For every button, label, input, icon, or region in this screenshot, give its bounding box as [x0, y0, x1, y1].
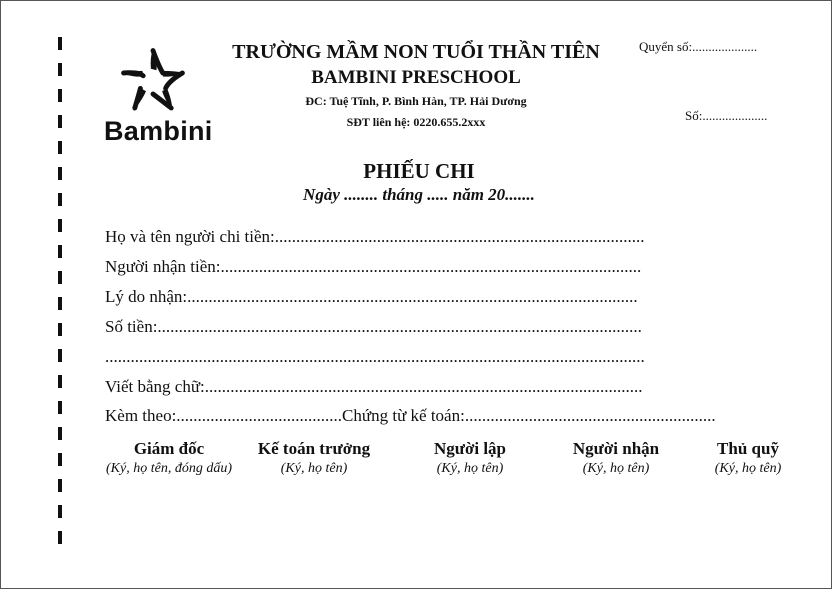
- perforation-dash: [58, 531, 62, 544]
- perforation-dash: [58, 271, 62, 284]
- perforation-dash: [58, 349, 62, 362]
- star-logo-icon: [118, 41, 188, 119]
- perforation-dash: [58, 297, 62, 310]
- signature-note: (Ký, họ tên): [582, 461, 650, 476]
- perforation-dash: [58, 219, 62, 232]
- perforation-dash: [58, 323, 62, 336]
- amount-field: Số tiền:..................................................................................................................: [105, 317, 642, 336]
- signature-note: (Ký, họ tên): [280, 461, 348, 476]
- date-line: Ngày ........ tháng ..... năm 20.......: [303, 185, 535, 204]
- signature-preparer: [411, 439, 529, 477]
- amount-continued-line: ...............................................................................................................................: [105, 347, 645, 366]
- document-number-field: Số:....................: [685, 108, 768, 123]
- perforation-dash: [58, 167, 62, 180]
- signature-note: (Ký, họ tên, đóng dấu): [106, 461, 232, 476]
- attachments-field: Kèm theo:.......................................Chứng từ kế toán:...........................................................: [105, 406, 716, 425]
- perforation-dash: [58, 63, 62, 76]
- signature-title: Người lập: [433, 439, 507, 458]
- signature-title: Người nhận: [572, 439, 660, 458]
- school-name-english: BAMBINI PRESCHOOL: [311, 67, 521, 88]
- logo-wordmark: Bambini: [104, 116, 213, 146]
- amount-in-words-field: Viết bằng chữ:.......................................................................................................: [105, 377, 643, 396]
- perforation-dash: [58, 37, 62, 50]
- recipient-field: Người nhận tiền:...................................................................................................: [105, 257, 642, 276]
- signature-title: Giám đốc: [133, 439, 205, 458]
- perforation-dash: [58, 89, 62, 102]
- perforation-dash: [58, 141, 62, 154]
- signature-chief-accountant: [249, 439, 379, 477]
- voucher-title: PHIẾU CHI: [363, 159, 475, 183]
- school-address: ĐC: Tuệ Tĩnh, P. Bình Hàn, TP. Hải Dương: [305, 94, 527, 108]
- reason-field: Lý do nhận:..........................................................................................................: [105, 287, 638, 306]
- perforation-dash: [58, 401, 62, 414]
- signature-cashier: [699, 439, 797, 477]
- perforation-dash: [58, 427, 62, 440]
- signature-director: [99, 439, 239, 477]
- signature-note: (Ký, họ tên): [714, 461, 782, 476]
- perforation-dash: [58, 479, 62, 492]
- signature-recipient: [557, 439, 675, 477]
- perforation-dash: [58, 115, 62, 128]
- perforation-dash: [58, 245, 62, 258]
- signature-title: Kế toán trưởng: [257, 439, 371, 458]
- signature-note: (Ký, họ tên): [436, 461, 504, 476]
- perforation-dash: [58, 193, 62, 206]
- signature-title: Thủ quỹ: [717, 439, 779, 458]
- perforation-dash: [58, 453, 62, 466]
- perforation-dash: [58, 375, 62, 388]
- perforation-dash: [58, 505, 62, 518]
- school-phone: SĐT liên hệ: 0220.655.2xxx: [346, 115, 486, 129]
- book-number-field: Quyển số:....................: [639, 39, 758, 54]
- payer-name-field: Họ và tên người chi tiền:.......................................................................................: [105, 227, 645, 246]
- school-name: TRƯỜNG MẦM NON TUỔI THẦN TIÊN: [232, 41, 600, 63]
